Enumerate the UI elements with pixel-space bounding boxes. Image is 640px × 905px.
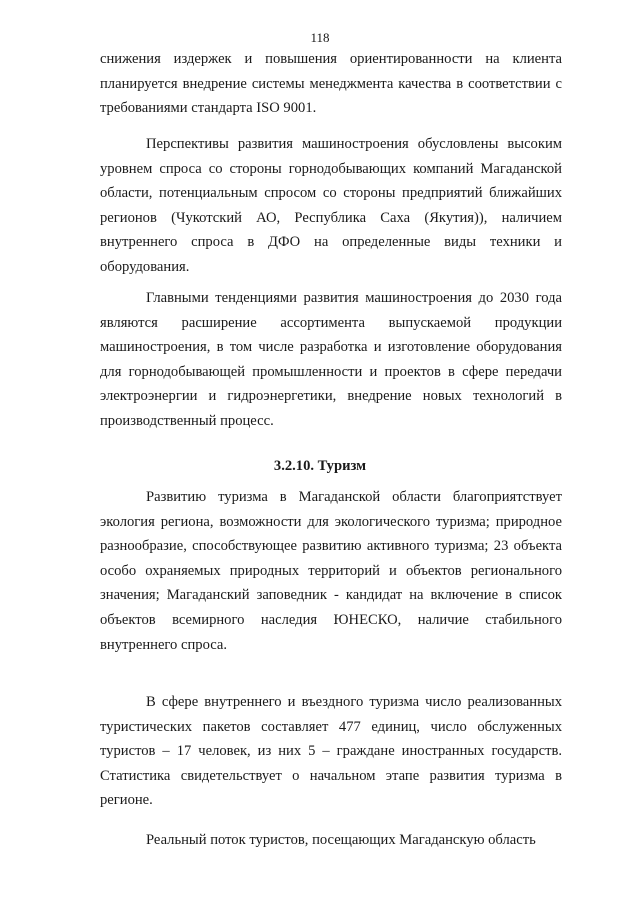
paragraph-continuation <box>100 47 562 121</box>
paragraph-tourism-factors <box>100 485 562 657</box>
paragraph-machinery-trends <box>100 286 562 434</box>
paragraph-text: Развитию туризма в Магаданской области благоприятствует экология региона, возможности для экологического туризма; природное разнообразие, способствующее развитию активного туризма; 23 объекта особо охраняемых природных территорий и объектов регионального значения; Магаданский заповедник - кандидат на включение в список объектов всемирного наследия ЮНЕСКО, наличие стабильного внутреннего спроса. <box>100 489 562 653</box>
paragraph-tourist-flow <box>100 828 562 853</box>
paragraph-tourism-stats <box>100 690 562 813</box>
section-heading: 3.2.10. Туризм <box>273 458 367 474</box>
paragraph-text: снижения издержек и повышения ориентированности на клиента планируется внедрение системы менеджмента качества в соответствии с требованиями стандарта ISO 9001. <box>100 51 562 117</box>
page-number: 118 <box>310 30 330 45</box>
paragraph-text: Перспективы развития машиностроения обусловлены высоким уровнем спроса со стороны горнодобывающих компаний Магаданской области, потенциальным спросом со стороны предприятий ближайших регионов (Чукотский АО, Республика Саха (Якутия)), наличием внутреннего спроса в ДФО на определенные виды техники и оборудования. <box>100 136 562 275</box>
paragraph-text: В сфере внутреннего и въездного туризма число реализованных туристических пакетов составляет 477 единиц, число обслуженных туристов – 17 человек, из них 5 – граждане иностранных государств. Статистика свидетельствует о начальном этапе развития туризма в регионе. <box>100 694 562 809</box>
paragraph-text: Реальный поток туристов, посещающих Магаданскую область <box>146 832 536 848</box>
paragraph-text: Главными тенденциями развития машиностроения до 2030 года являются расширение ассортимента выпускаемой продукции машиностроения, в том числе разработка и изготовление оборудования для горнодобывающей промышленности и проектов в сфере передачи электроэнергии и гидроэнергетики, внедрение новых технологий в производственный процесс. <box>100 290 562 429</box>
paragraph-machinery-prospects <box>100 132 562 280</box>
